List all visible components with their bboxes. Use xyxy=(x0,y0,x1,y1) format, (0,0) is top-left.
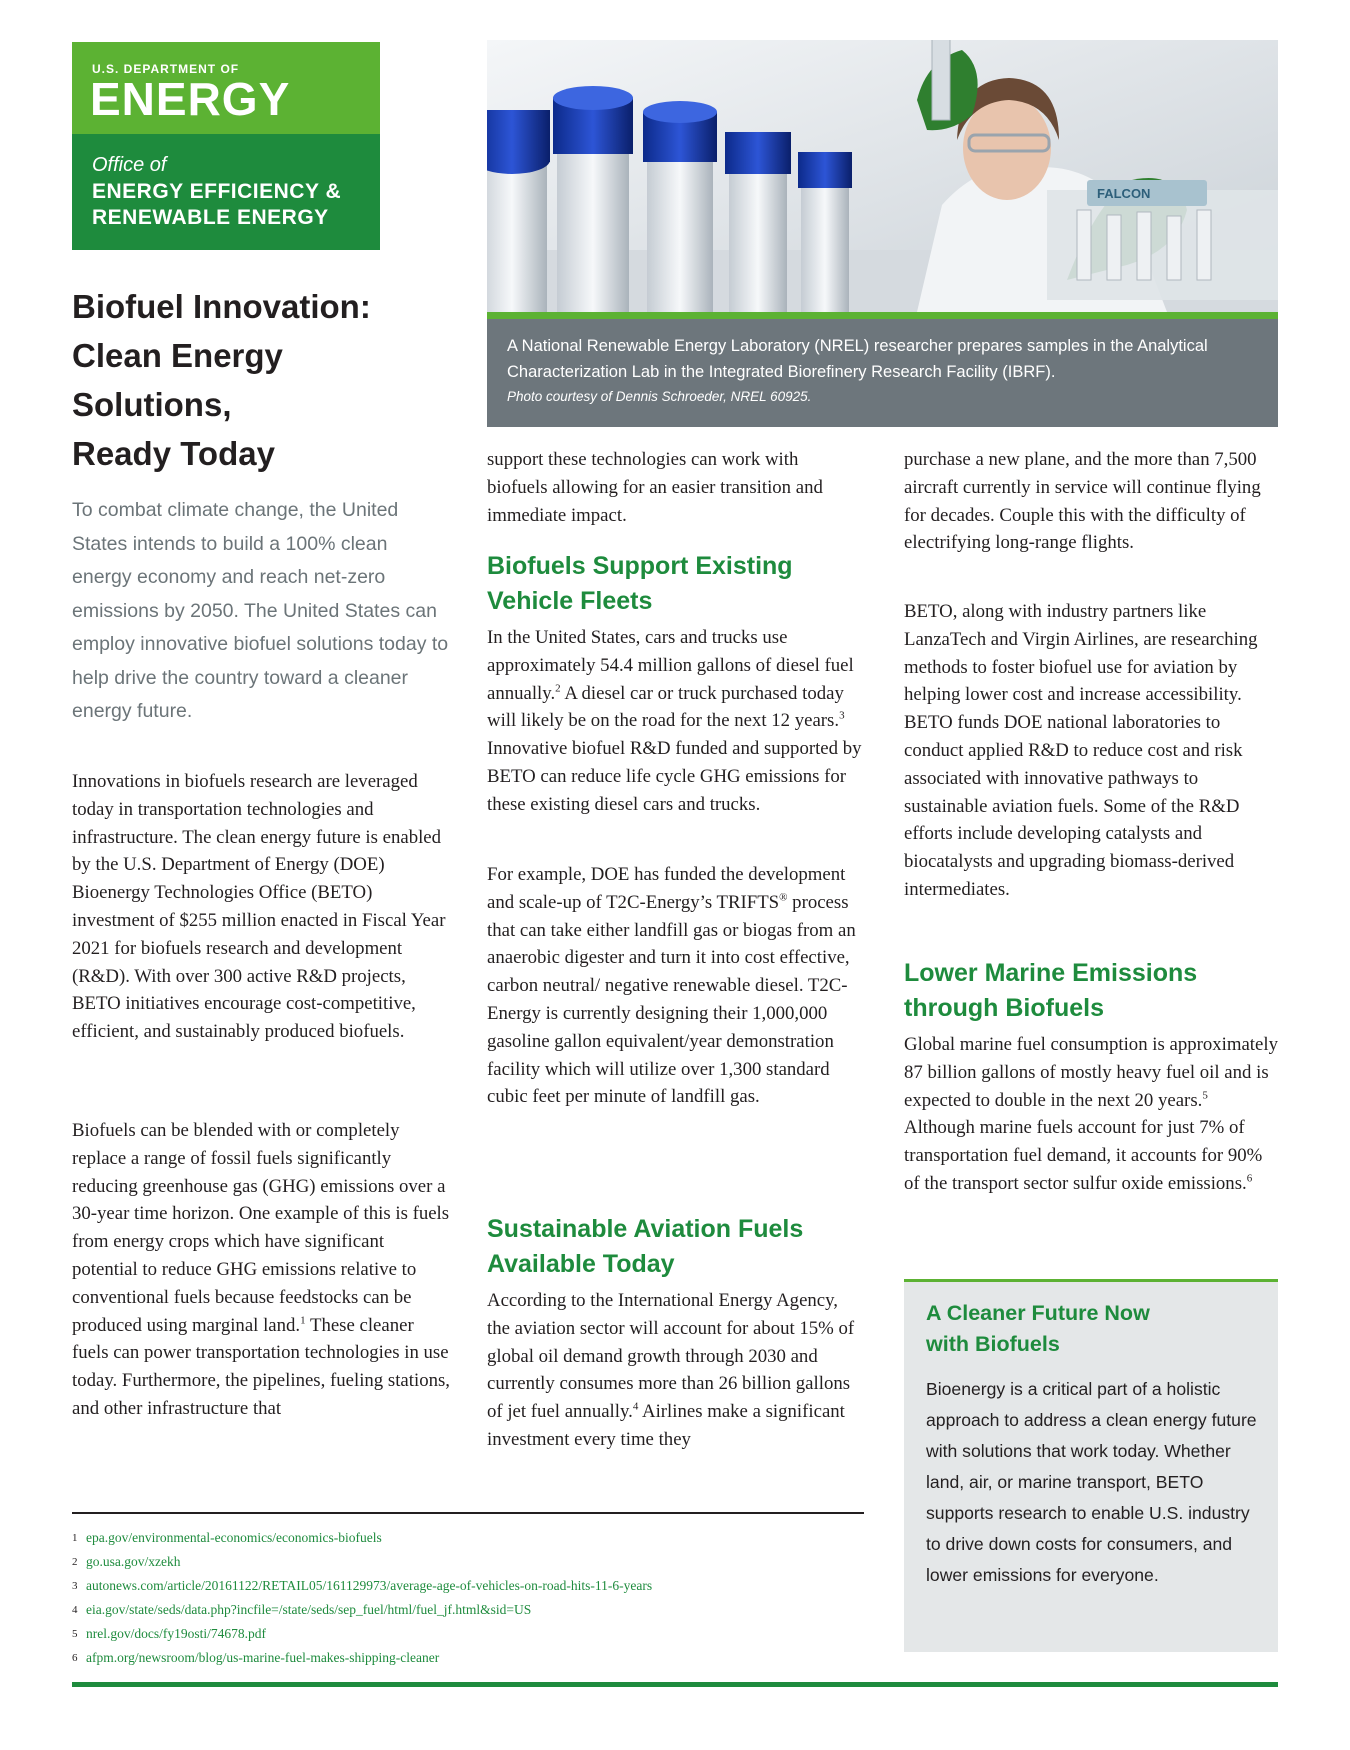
footnote-number: 1 xyxy=(72,1532,78,1544)
footnote-link[interactable]: nrel.gov/docs/fy19osti/74678.pdf xyxy=(86,1626,266,1641)
heading-existing-vehicle-fleets xyxy=(487,549,867,619)
footnote-ref: 6 xyxy=(1246,1172,1253,1185)
callout-body: Bioenergy is a critical part of a holistic approach to address a clean energy future with solutions that work today. Whether land, air, or marine transport, BETO supports research to enable U.S. industry to drive down costs for consumers, and lower emissions for everyone. xyxy=(926,1379,1257,1585)
page-bottom-rule xyxy=(72,1682,1278,1687)
footnote-link[interactable]: go.usa.gov/xzekh xyxy=(86,1554,181,1569)
col2-p3-text-a: According to the International Energy Agency, the aviation sector will account for about 15% of global oil demand growth through 2030 and currently consumes more than 26 billion gallons of jet fuel annually. xyxy=(487,1290,855,1423)
footnote-item[interactable] xyxy=(72,1550,872,1574)
col3-p2-text-b: Although marine fuels account for just 7% of transportation fuel demand, it accounts for 90% of the transport sector sulfur oxide emissions. xyxy=(904,1117,1263,1194)
footnote-ref: 5 xyxy=(1202,1089,1208,1102)
col2-paragraph-3 xyxy=(487,1287,862,1454)
logo-eere-text xyxy=(92,179,341,231)
callout-heading-line: A Cleaner Future Now xyxy=(926,1301,1150,1325)
photo-credit-text: Photo courtesy of Dennis Schroeder, NREL 60925. xyxy=(507,389,812,404)
heading-line: Sustainable Aviation Fuels xyxy=(487,1215,804,1243)
col2-p1-text-a: In the United States, cars and trucks use approximately 54.4 million gallons of diesel fuel annually. xyxy=(487,627,854,704)
col1-p2-text-a: Biofuels can be blended with or completely replace a range of fossil fuels significantly reducing greenhouse gas (GHG) emissions over a 30-year time horizon. One example of this is fuels from energy crops which have significant potential to reduce GHG emissions relative to conventional fuels because feedstocks can be produced using marginal land. xyxy=(72,1120,450,1336)
footnote-number: 6 xyxy=(72,1652,78,1664)
logo-department-text: U.S. DEPARTMENT OF xyxy=(92,62,240,76)
footnote-ref: 1 xyxy=(300,1314,306,1327)
logo-eere-line1: ENERGY EFFICIENCY & xyxy=(92,180,342,203)
footnote-link[interactable]: afpm.org/newsroom/blog/us-marine-fuel-makes-shipping-cleaner xyxy=(86,1650,440,1665)
col2-p1-text-c: Innovative biofuel R&D funded and supported by BETO can reduce life cycle GHG emissions for these existing diesel cars and trucks. xyxy=(487,738,862,815)
footnote-ref: 3 xyxy=(839,710,845,723)
logo-top-band xyxy=(72,42,380,134)
photo-caption-text: A National Renewable Energy Laboratory (NREL) researcher prepares samples in the Analytical Characterization Lab in the Integrated Biorefinery Research Facility (IBRF). xyxy=(507,337,1208,381)
col2-paragraph-0: support these technologies can work with biofuels allowing for an easier transition and immediate impact. xyxy=(487,449,823,526)
logo-office-text: Office of xyxy=(92,154,167,176)
footnote-number: 2 xyxy=(72,1556,78,1568)
heading-line: through Biofuels xyxy=(904,994,1104,1022)
footnote-item[interactable] xyxy=(72,1646,872,1670)
footnote-number: 5 xyxy=(72,1628,78,1640)
col3-paragraph-0: purchase a new plane, and the more than 7,500 aircraft currently in service will continue flying for decades. Couple this with the difficulty of electrifying long-range flights. xyxy=(904,449,1261,554)
footnote-link[interactable]: eia.gov/state/seds/data.php?incfile=/state/seds/sep_fuel/html/fuel_jf.html&sid=US xyxy=(86,1602,532,1617)
heading-line: Biofuels Support Existing xyxy=(487,552,793,580)
page-title-line1: Biofuel Innovation: xyxy=(72,288,371,325)
photo-caption xyxy=(487,319,1278,427)
col1-p2-text-b: These cleaner fuels can power transportation technologies in use today. Furthermore, the pipelines, fueling stations, and other infrastructure that xyxy=(72,1314,450,1419)
col2-paragraph-1 xyxy=(487,624,862,819)
logo-bottom-band xyxy=(72,134,380,250)
footnote-ref: 4 xyxy=(632,1400,639,1413)
page-title xyxy=(72,282,462,478)
footnote-number: 3 xyxy=(72,1580,78,1592)
callout-box xyxy=(904,1282,1278,1652)
col3-p2-text-a: Global marine fuel consumption is approximately 87 billion gallons of mostly heavy fuel oil and is expected to double in the next 20 years. xyxy=(904,1034,1278,1111)
footnotes-list xyxy=(72,1526,872,1670)
heading-lower-marine-emissions xyxy=(904,956,1278,1026)
registered-mark: ® xyxy=(779,891,788,904)
col1-paragraph-1: Innovations in biofuels research are leveraged today in transportation technologies and infrastructure. The clean energy future is enabled by the U.S. Department of Energy (DOE) Bioenergy Technologies Office (BETO) investment of $255 million enacted in Fiscal Year 2021 for biofuels research and development (R&D). With over 300 active R&D projects, BETO initiatives encourage cost-competitive, efficient, and sustainably produced biofuels. xyxy=(72,771,446,1043)
footnote-link[interactable]: autonews.com/article/20161122/RETAIL05/161129973/average-age-of-vehicles-on-road-hits-11-6-years xyxy=(86,1578,653,1593)
footnote-item[interactable] xyxy=(72,1598,872,1622)
logo-energy-text: ENERGY xyxy=(90,73,291,125)
footnote-item[interactable] xyxy=(72,1622,872,1646)
footnote-ref: 2 xyxy=(555,682,561,695)
heading-line: Vehicle Fleets xyxy=(487,587,653,615)
intro-paragraph: To combat climate change, the United States intends to build a 100% clean energy economy and reach net-zero emissions by 2050. The United States can employ innovative biofuel solutions today to help drive the country toward a cleaner energy future. xyxy=(72,499,449,722)
col3-paragraph-1: BETO, along with industry partners like LanzaTech and Virgin Airlines, are researching methods to foster biofuel use for aviation by helping lower cost and increase accessibility. BETO funds DOE national laboratories to conduct applied R&D to reduce cost and risk associated with innovative pathways to sustainable aviation fuels. Some of the R&D efforts include developing catalysts and biocatalysts and upgrading biomass-derived intermediates. xyxy=(904,601,1258,900)
col2-p1-text-b: A diesel car or truck purchased today will likely be on the road for the next 12 years. xyxy=(487,682,844,732)
footnote-item[interactable] xyxy=(72,1574,872,1598)
heading-sustainable-aviation-fuels xyxy=(487,1212,867,1282)
tube-rack xyxy=(1047,180,1278,300)
footnote-divider xyxy=(72,1512,864,1514)
heading-line: Lower Marine Emissions xyxy=(904,959,1198,987)
page-title-line2: Clean Energy xyxy=(72,337,283,374)
heading-line: Available Today xyxy=(487,1250,675,1278)
col2-p2-text-b: process that can take either landfill gas or biogas from an anaerobic digester and turn it into cost effective, carbon neutral/ negative renewable diesel. T2C-Energy is currently designing their 1,000,000 gasoline gallon equivalent/year demonstration facility which will utilize over 1,300 standard cubic feet per minute of landfill gas. xyxy=(487,891,856,1108)
lab-photo xyxy=(487,40,1278,312)
page-title-line4: Ready Today xyxy=(72,435,275,472)
col2-p3-text-b: Airlines make a significant investment every time they xyxy=(487,1401,845,1450)
rack-label-text: FALCON xyxy=(1097,186,1151,201)
page-title-line3: Solutions, xyxy=(72,386,232,423)
lab-photo-illustration xyxy=(487,40,1278,312)
col3-paragraph-2 xyxy=(904,1031,1278,1198)
footnote-number: 4 xyxy=(72,1604,78,1616)
callout-heading-line: with Biofuels xyxy=(926,1332,1060,1356)
logo-eere-line2: RENEWABLE ENERGY xyxy=(92,206,329,229)
col2-p2-text-a: For example, DOE has funded the development and scale-up of T2C-Energy’s TRIFTS xyxy=(487,864,846,913)
col1-paragraph-2 xyxy=(72,1117,450,1423)
photo-accent-bar xyxy=(487,312,1278,319)
callout-heading xyxy=(926,1298,1150,1360)
footnote-item[interactable] xyxy=(72,1526,872,1550)
footnote-link[interactable]: epa.gov/environmental-economics/economics-biofuels xyxy=(86,1530,382,1545)
col2-paragraph-2 xyxy=(487,861,862,1111)
doe-eere-logo xyxy=(72,42,380,250)
